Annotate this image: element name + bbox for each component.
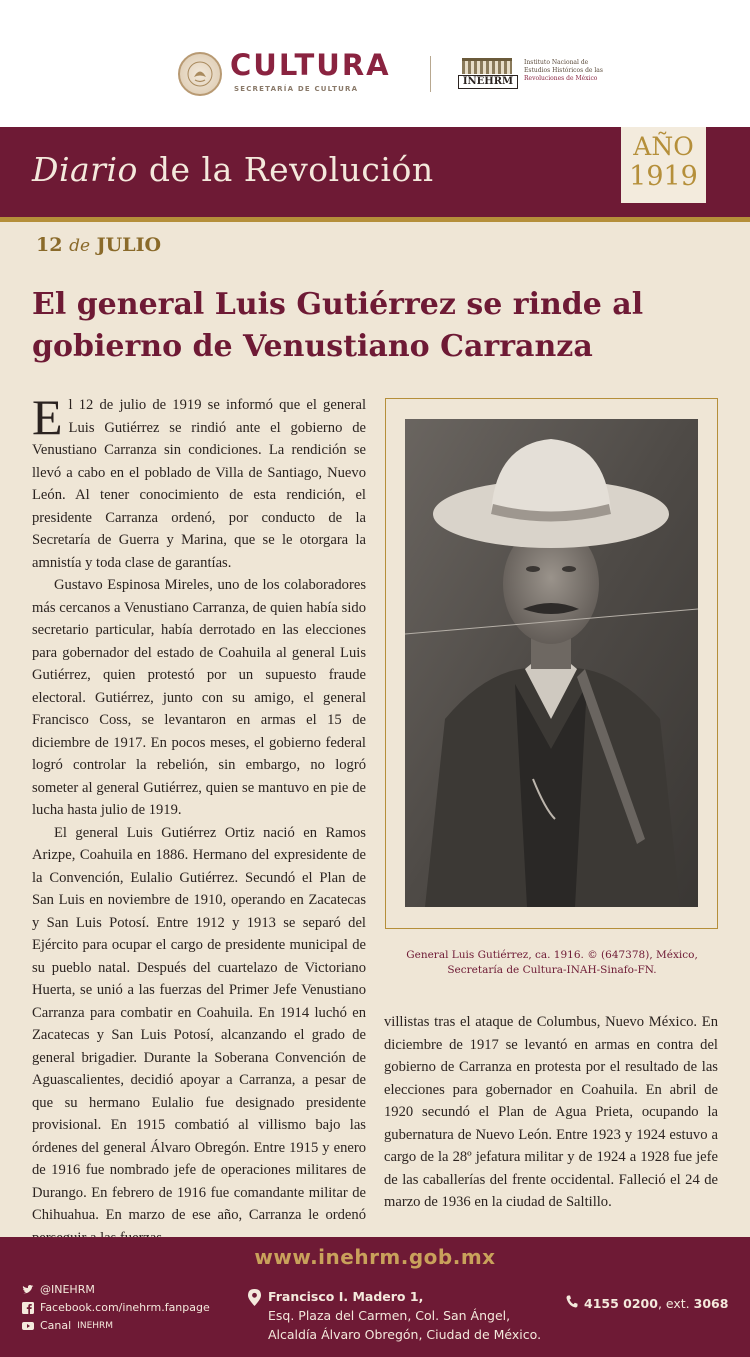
caption-line-1: General Luis Gutiérrez, ca. 1916. © (647378), México, xyxy=(406,949,698,961)
facebook-link[interactable] xyxy=(22,1299,210,1317)
paragraph-1-text: l 12 de julio de 1919 se informó que el general Luis Gutiérrez se rindió ante el gobierno de Venustiano Carranza sin condiciones. La rendición se llevó a cabo en el poblado de Villa de Santiago, Nuevo León. Al tener conocimiento de esta rendición, el presidente Carranza ordenó, por conducto de la Secretaría de Guerra y Marina, que se le otorgara la amnistía y toda clase de garantías. xyxy=(32,397,366,571)
year-badge xyxy=(621,127,706,203)
facebook-icon xyxy=(22,1302,34,1314)
phone-ext-label: , ext. xyxy=(657,1295,690,1311)
portrait-photo xyxy=(405,419,698,907)
drop-cap: E xyxy=(32,389,63,445)
website-link[interactable]: www.inehrm.gob.mx xyxy=(254,1245,496,1269)
paragraph-3: El general Luis Gutiérrez Ortiz nació en Ramos Arizpe, Coahuila en 1886. Hermano del expresidente de la Convención, Eulalio Gutiérrez. Secundó el Plan de San Luis en noviembre de 1910, operando en Zacatecas y San Luis Potosí. Entre 1912 y 1913 se separó del Ejército para ocupar el cargo de presidente municipal de su pueblo natal. Después del cuartelazo de Victoriano Huerta, se unió a las fuerzas del Primer Jefe Venustiano Carranza para combatir en Coahuila. En 1914 luchó en Zacatecas y San Luis Potosí, alcanzando el grado de general brigadier. Durante la Soberana Convención de Aguascalientes, decidió apoyar a Carranza, a pesar de que su hermano Eulalio fue designado presidente provisional. En 1915 combatió al villismo bajo las órdenes del general Álvaro Obregón. Entre 1915 y enero de 1916 fue nombrado jefe de operaciones militares de Durango. En febrero de 1916 fue comandante militar de Chihuahua. En marzo de ese año, Carranza le ordenó xyxy=(32,824,366,1223)
inehrm-building-icon xyxy=(462,58,512,74)
series-title-rest: de la Revolución xyxy=(137,150,434,189)
series-title-italic: Diario xyxy=(32,150,138,189)
twitter-icon xyxy=(22,1284,34,1296)
date-de: de xyxy=(69,236,91,256)
youtube-icon xyxy=(22,1320,34,1332)
location-pin-icon xyxy=(248,1289,261,1311)
article-body-left xyxy=(32,389,366,1249)
article-headline: El general Luis Gutiérrez se rinde al gobierno de Venustiano Carranza xyxy=(32,287,644,364)
date-month: JULIO xyxy=(96,234,162,256)
address-line-2: Esq. Plaza del Carmen, Col. San Ángel, xyxy=(268,1308,511,1323)
inehrm-logo-word: INEHRM xyxy=(458,75,518,89)
header-divider xyxy=(430,56,431,92)
date-day: 12 xyxy=(36,234,63,256)
cultura-subtitle: SECRETARÍA DE CULTURA xyxy=(234,85,359,93)
inehrm-full-name xyxy=(524,59,614,83)
phone-extension: 3068 xyxy=(693,1295,729,1311)
address-line-3: Alcaldía Álvaro Obregón, Ciudad de México. xyxy=(268,1327,542,1342)
year-label: AÑO xyxy=(633,132,694,161)
facebook-url: Facebook.com/inehrm.fanpage xyxy=(40,1301,210,1314)
coat-of-arms-icon xyxy=(178,52,222,96)
inehrm-line-1: Instituto Nacional de xyxy=(524,59,589,66)
inehrm-line-3: Revoluciones de México xyxy=(524,75,598,82)
twitter-link[interactable] xyxy=(22,1281,210,1299)
year-value: 1919 xyxy=(629,161,698,192)
caption-line-2: Secretaría de Cultura-INAH-Sinafo-FN. xyxy=(447,964,657,976)
phone-contact[interactable] xyxy=(566,1295,728,1311)
inehrm-line-2: Estudios Históricos de las xyxy=(524,67,603,74)
youtube-channel: INEHRM xyxy=(77,1321,114,1331)
address xyxy=(248,1287,541,1344)
inehrm-logo xyxy=(458,58,518,90)
twitter-handle: @INEHRM xyxy=(40,1283,95,1296)
footer xyxy=(0,1237,750,1357)
article-date xyxy=(36,234,161,256)
header xyxy=(0,0,750,127)
photo-caption xyxy=(392,948,712,978)
paragraph-2: Gustavo Espinosa Mireles, uno de los colaboradores más cercanos a Venustiano Carranza, de quien había sido secretario particular, había derrotado en las elecciones para gobernador del estado de Coahuila al general Luis Gutiérrez, quien protestó por un supuesto fraude electoral. Gutiérrez, junto con su amigo, el general Francisco Coss, se levantaron en armas el 15 de diciembre de 1917. En pocos meses, el gobierno federal logró controlar la rebelión, sin embargo, no logró someter al general Gutiérrez, quien se mantuvo en pie de lucha hasta julio de 1919. xyxy=(32,577,366,818)
phone-icon xyxy=(566,1295,578,1311)
series-title xyxy=(32,150,434,189)
cultura-logo-text: CULTURA xyxy=(230,48,391,82)
article-body-right: villistas tras el ataque de Columbus, Nuevo México. En diciembre de 1917 se levantó en armas en contra del gobierno de Carranza en protesta por el resultado de las elecciones para gobernador en Coahuila. En abril de 1920 secundó el Plan de Agua Prieta, ocupando la gubernatura de Nuevo León. Entre 1923 y 1924 estuvo a cargo de la 28º jefatura militar y de 1924 a 1928 fue jefe de las caballerías del frente occidental. Falleció el 24 de marzo de 1936 en la ciudad de Saltillo. xyxy=(384,1014,718,1210)
paragraph-1 xyxy=(32,389,366,574)
title-band-gold-rule xyxy=(0,217,750,222)
photo-frame xyxy=(385,398,718,929)
social-links xyxy=(22,1281,210,1335)
phone-number: 4155 0200 xyxy=(584,1295,658,1311)
address-street: Francisco I. Madero 1, xyxy=(268,1289,424,1304)
youtube-prefix: Canal xyxy=(40,1319,72,1332)
youtube-link[interactable] xyxy=(22,1317,210,1335)
portrait-illustration xyxy=(405,419,698,907)
